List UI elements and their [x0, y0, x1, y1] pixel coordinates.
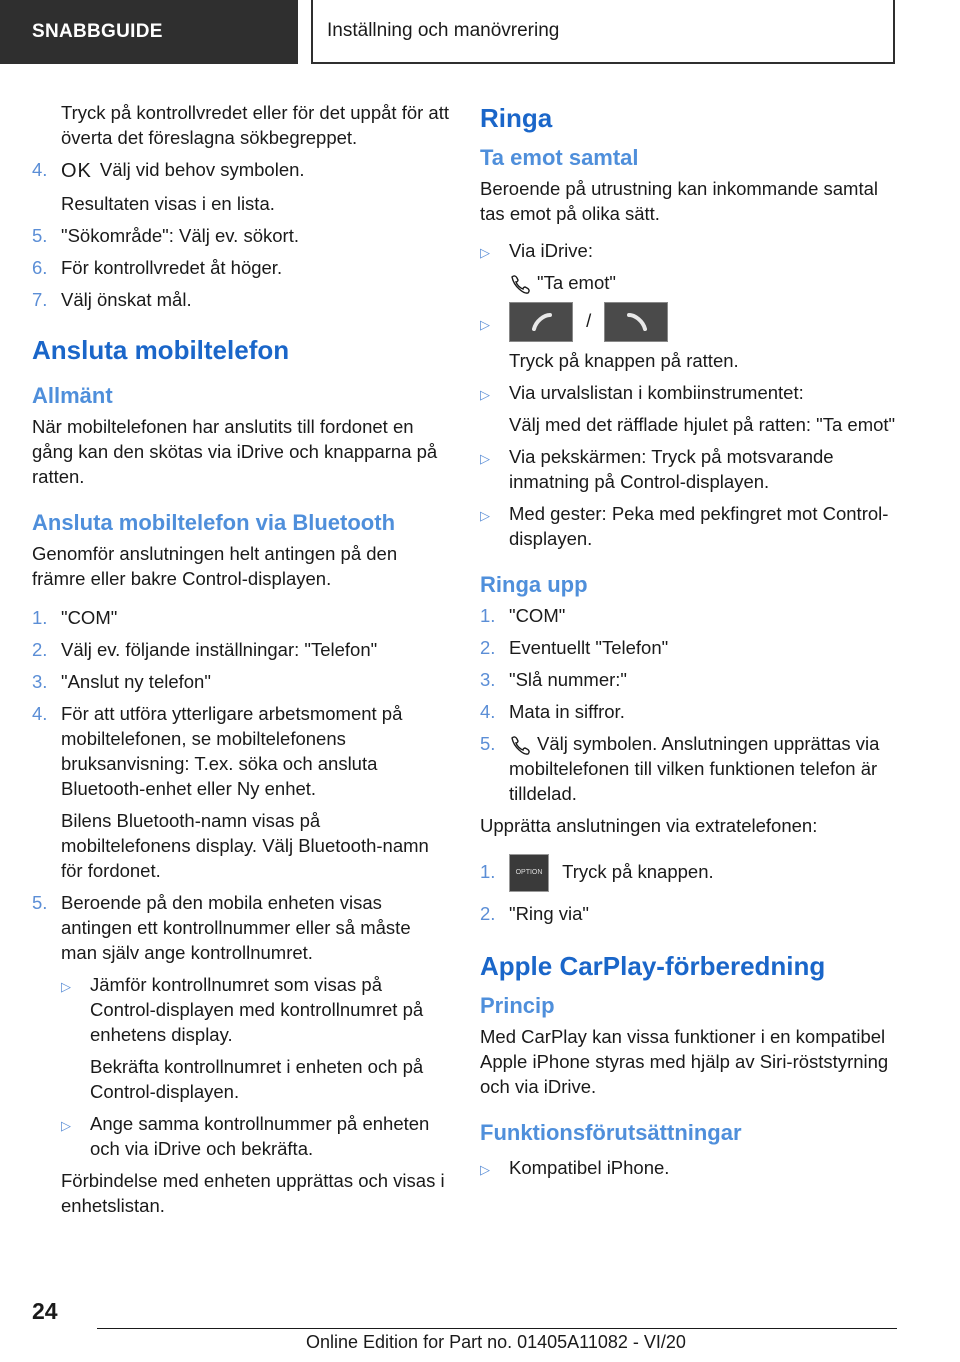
- list-item: [480, 302, 900, 342]
- heading-carplay: Apple CarPlay-förberedning: [480, 951, 826, 981]
- step-number: 1.: [480, 605, 496, 626]
- heading-connect-phone: Ansluta mobiltelefon: [32, 334, 290, 365]
- heading-requirements: Funktionsförutsättningar: [480, 1120, 742, 1145]
- phone-end-icon: [605, 303, 667, 341]
- triangle-bullet-icon: ▷: [480, 508, 490, 523]
- list-item: [32, 255, 450, 280]
- triangle-bullet-icon: ▷: [480, 387, 490, 402]
- list-item: [32, 890, 450, 965]
- page-footer: [0, 1290, 960, 1362]
- ok-icon: OK: [61, 159, 92, 182]
- list-item: [480, 380, 900, 405]
- bullet-text: Via urvalslistan i kombiinstrumentet:: [509, 382, 804, 403]
- triangle-bullet-icon: ▷: [480, 1162, 490, 1177]
- list-item: [61, 972, 450, 1047]
- step-text: "Anslut ny telefon": [61, 670, 211, 692]
- list-item: [32, 287, 450, 312]
- receive-idrive-label: "Ta emot": [537, 272, 616, 293]
- list-item: [32, 605, 450, 630]
- receive-button-text: Tryck på knappen på ratten.: [509, 350, 739, 371]
- section-tab: SNABBGUIDE: [0, 0, 298, 64]
- general-text: När mobiltelefonen har anslutits till fordonet en gång kan den skötas via iDrive och knapparna på ratten.: [32, 415, 438, 487]
- step-text: "COM": [509, 605, 566, 626]
- triangle-bullet-icon: ▷: [480, 245, 490, 260]
- list-item: [480, 238, 900, 263]
- list-item: [32, 669, 450, 694]
- bullet-text: Kompatibel iPhone.: [509, 1157, 670, 1178]
- step-number: 5.: [32, 224, 48, 246]
- step-number: 4.: [32, 159, 48, 180]
- step-text: "Sökområde": Välj ev. sökort.: [61, 224, 299, 246]
- bluetooth-text: Genomför anslutningen helt antingen på den främre eller bakre Control-displayen.: [32, 542, 398, 589]
- step-text: För kontrollvredet åt höger.: [61, 256, 283, 278]
- step-text: Välj symbolen. Anslutningen upprättas via mobiltelefonen till vilken funktionen telefon är tilldelad.: [509, 733, 880, 804]
- step-note: Bilens Bluetooth-namn visas på mobiltelefonens display. Välj Bluetooth-namn för fordonet.: [61, 809, 429, 881]
- triangle-bullet-icon: ▷: [61, 978, 71, 994]
- step-text: "Slå nummer:": [509, 669, 628, 690]
- heading-receive-call: Ta emot samtal: [480, 145, 639, 170]
- page-header: [0, 0, 960, 66]
- principle-text: Med CarPlay kan vissa funktioner i en kompatibel Apple iPhone styras med hjälp av Siri-röststyrning och via iDrive.: [480, 1026, 889, 1097]
- bluetooth-final-text: Förbindelse med enheten upprättas och visas i enhetslistan.: [61, 1169, 445, 1216]
- list-item: [480, 699, 900, 724]
- step-number: 2.: [480, 903, 496, 924]
- step-text: Välj önskat mål.: [61, 288, 192, 310]
- chapter-tab: Inställning och manövrering: [311, 0, 895, 64]
- step-note: Resultaten visas i en lista.: [61, 192, 275, 214]
- triangle-bullet-icon: ▷: [480, 451, 490, 466]
- intro-line: Tryck på kontrollvredet eller för det uppåt för att överta det föreslagna sökbegreppet.: [61, 102, 449, 148]
- bullet-text: Via iDrive:: [509, 240, 593, 261]
- heading-bluetooth: Ansluta mobiltelefon via Bluetooth: [32, 509, 396, 535]
- step-text: Välj vid behov symbolen.: [99, 159, 305, 180]
- list-item: [480, 444, 900, 494]
- accept-call-button-image: [509, 302, 573, 342]
- step-text: Mata in siffror.: [509, 701, 625, 722]
- list-item: [32, 157, 450, 184]
- list-item: [32, 701, 450, 801]
- step-number: 4.: [32, 702, 48, 724]
- list-item: [480, 667, 900, 692]
- step-number: 3.: [480, 669, 496, 690]
- step-text: "COM": [61, 606, 118, 628]
- list-item: [480, 501, 900, 551]
- step-number: 2.: [32, 638, 48, 660]
- step-number: 3.: [32, 670, 48, 692]
- bullet-text: Med gester: Peka med pekfingret mot Control-displayen.: [509, 503, 889, 549]
- step-number: 5.: [480, 733, 496, 754]
- receive-idrive-item: [480, 270, 900, 295]
- phone-icon: [509, 735, 531, 755]
- left-column: [32, 100, 450, 1225]
- step-number: 6.: [32, 256, 48, 278]
- triangle-bullet-icon: ▷: [61, 1117, 71, 1133]
- step-number: 5.: [32, 891, 48, 913]
- list-item: [480, 635, 900, 660]
- right-column: [480, 100, 900, 1187]
- phone-icon: [509, 274, 531, 294]
- end-call-button-image: [604, 302, 668, 342]
- step-number: 2.: [480, 637, 496, 658]
- step-text: Tryck på knappen.: [562, 861, 714, 882]
- triangle-bullet-icon: ▷: [480, 317, 490, 332]
- list-item: [32, 637, 450, 662]
- step-text: "Ring via": [509, 903, 589, 924]
- heading-call: Ringa: [480, 103, 553, 133]
- step-text: Eventuellt "Telefon": [509, 637, 669, 658]
- step-number: 1.: [480, 861, 496, 882]
- heading-dial: Ringa upp: [480, 572, 588, 597]
- step-text: Välj ev. följande inställningar: "Telefon": [61, 638, 378, 660]
- heading-principle: Princip: [480, 993, 555, 1018]
- list-item: [480, 731, 900, 806]
- list-item: [480, 1155, 900, 1180]
- footer-divider: [97, 1328, 897, 1329]
- bullet-note: Bekräfta kontrollnumret i enheten och på Control-displayen.: [90, 1055, 424, 1102]
- page-number: 24: [32, 1298, 58, 1324]
- list-item: [480, 603, 900, 628]
- step-number: 1.: [32, 606, 48, 628]
- step-number: 4.: [480, 701, 496, 722]
- list-item: [480, 901, 900, 926]
- button-separator: /: [586, 309, 592, 331]
- step-number: 7.: [32, 288, 48, 310]
- list-item: [480, 850, 900, 894]
- extra-phone-text: Upprätta anslutningen via extratelefonen:: [480, 815, 818, 836]
- step-text: För att utföra ytterligare arbetsmoment på mobiltelefonen, se mobiltelefonens bruksanvisning: T.ex. söka och ansluta Bluetooth-enhet eller Ny enhet.: [61, 702, 403, 799]
- list-item: [32, 223, 450, 248]
- bullet-text: Jämför kontrollnumret som visas på Control-displayen med kontrollnumret på enhetens display.: [90, 973, 424, 1045]
- bullet-note: Välj med det räfflade hjulet på ratten: "Ta emot": [509, 414, 896, 435]
- heading-general: Allmänt: [32, 382, 113, 408]
- receive-text: Beroende på utrustning kan inkommande samtal tas emot på olika sätt.: [480, 178, 878, 224]
- phone-accept-icon: [510, 303, 572, 341]
- step-text: Beroende på den mobila enheten visas antingen ett kontrollnummer eller så måste man själv ange kontrollnumret.: [61, 891, 411, 963]
- option-button-image: OPTION: [509, 854, 549, 892]
- bullet-text: Via pekskärmen: Tryck på motsvarande inmatning på Control-displayen.: [509, 446, 834, 492]
- list-item: [61, 1111, 450, 1161]
- bullet-text: Ange samma kontrollnummer på enheten och via iDrive och bekräfta.: [90, 1112, 430, 1159]
- edition-text: Online Edition for Part no. 01405A11082 - VI/20: [306, 1332, 686, 1352]
